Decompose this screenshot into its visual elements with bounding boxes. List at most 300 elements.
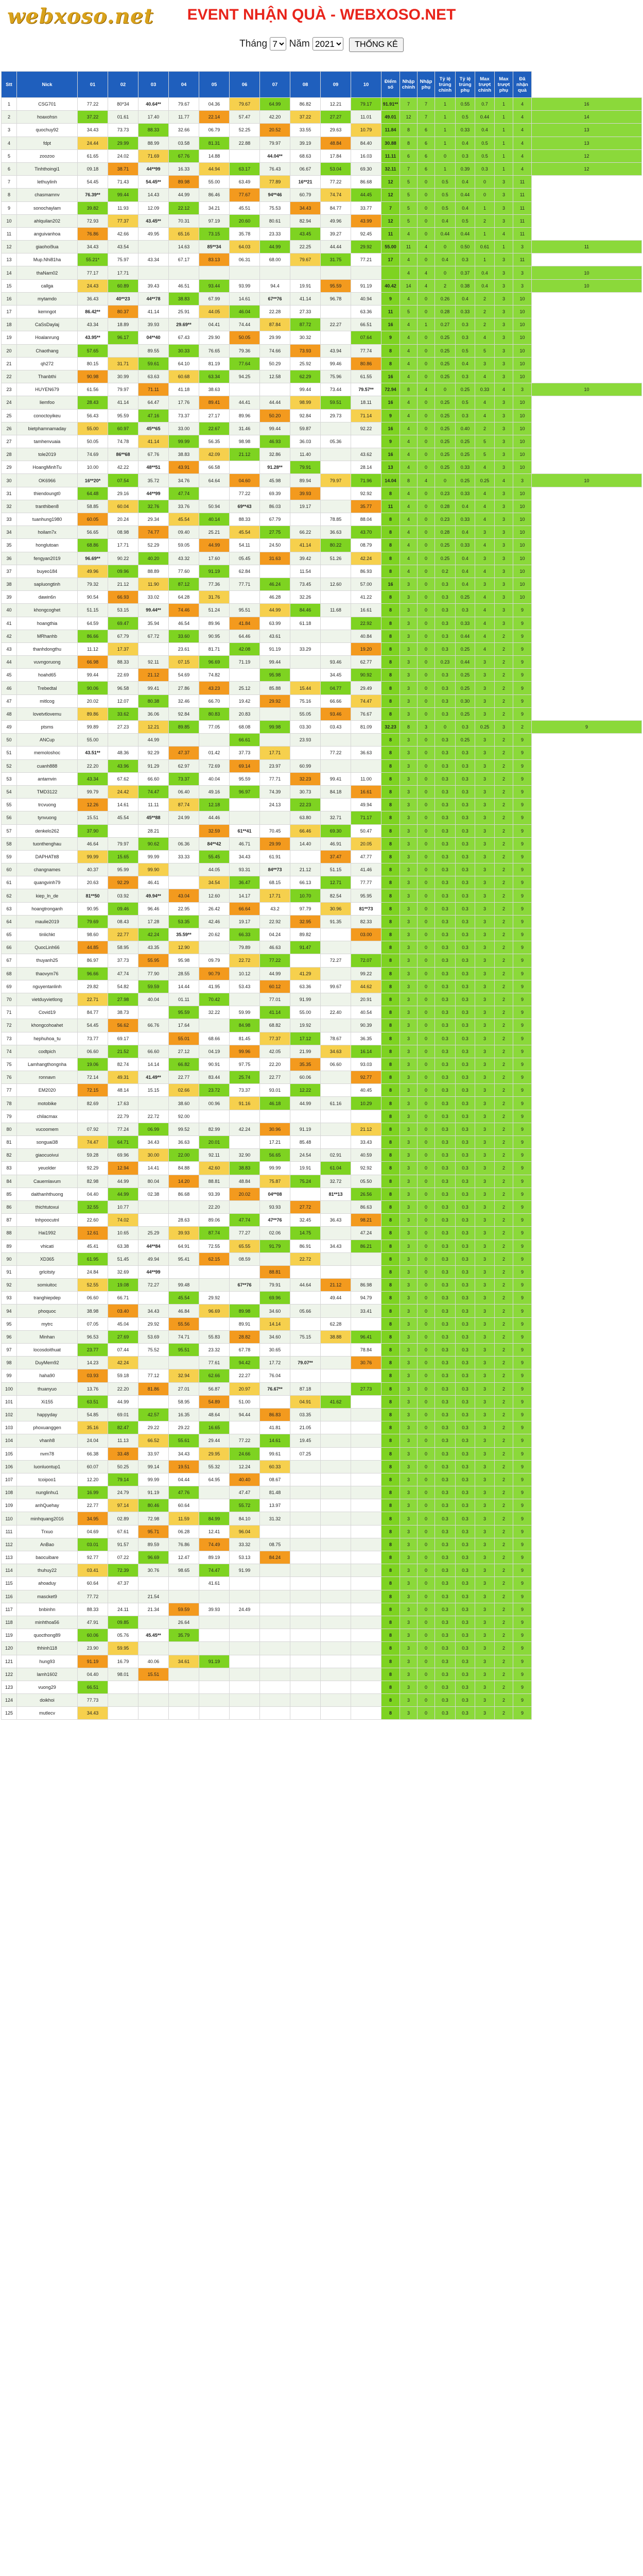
row-cell: 12.21 <box>138 721 169 734</box>
row-cell <box>321 1265 351 1278</box>
row-cell <box>199 1642 230 1655</box>
row-cell: 20.63 <box>78 876 108 889</box>
row-nick[interactable]: thaovym76 <box>17 967 78 980</box>
month-select[interactable] <box>270 37 286 50</box>
row-index: 117 <box>2 1603 17 1616</box>
row-cell: 36.63 <box>351 747 381 759</box>
row-cell <box>290 1499 321 1512</box>
row-nick[interactable]: mascket9 <box>17 1590 78 1603</box>
row-nick[interactable]: hoangthia <box>17 617 78 630</box>
table-row <box>2 1525 642 1538</box>
row-cell: 06.28 <box>169 1525 199 1538</box>
row-cell: 0 <box>418 1434 435 1447</box>
row-cell: 3 <box>495 318 513 331</box>
row-nick[interactable]: mytrc <box>17 1317 78 1330</box>
row-nick[interactable]: AnBao <box>17 1538 78 1551</box>
row-cell: 8 <box>381 824 400 837</box>
row-index: 125 <box>2 1707 17 1720</box>
row-nick[interactable]: ahoaduy <box>17 1577 78 1590</box>
row-cell: 0.3 <box>456 149 475 162</box>
row-nick[interactable]: buyeo184 <box>17 565 78 578</box>
row-nick[interactable]: codtpich <box>17 1045 78 1058</box>
row-nick[interactable]: Hoalanrung <box>17 331 78 344</box>
row-nick[interactable]: CaSsDaylaj <box>17 318 78 331</box>
column-header: Đã nhận quà <box>513 72 532 98</box>
row-cell: 99.79 <box>78 785 108 798</box>
table-row <box>2 694 642 707</box>
row-cell: 32.23 <box>290 772 321 785</box>
row-cell: 0.4 <box>456 565 475 578</box>
row-cell: 98.65 <box>169 1564 199 1577</box>
row-cell <box>321 993 351 1006</box>
row-index: 123 <box>2 1681 17 1693</box>
row-nick[interactable]: tuanhung1980 <box>17 513 78 526</box>
row-nick[interactable]: thanhdongthu <box>17 642 78 655</box>
row-cell <box>351 1577 381 1590</box>
row-nick[interactable]: vuvngoruong <box>17 656 78 669</box>
row-nick[interactable]: EM2020 <box>17 1084 78 1097</box>
row-cell: 99.67 <box>321 980 351 993</box>
row-nick[interactable]: thaNam02 <box>17 266 78 279</box>
row-nick[interactable]: thhinh118 <box>17 1642 78 1655</box>
row-cell: 73.45 <box>290 578 321 590</box>
row-nick[interactable]: grlcitsty <box>17 1265 78 1278</box>
row-nick[interactable]: tole2019 <box>17 448 78 461</box>
row-cell: 0.5 <box>456 396 475 409</box>
row-cell: 2 <box>495 1175 513 1188</box>
row-cell: 0.3 <box>435 669 456 682</box>
row-nick[interactable]: conoctoyikeu <box>17 409 78 422</box>
row-nick[interactable]: tranthiben8 <box>17 500 78 513</box>
row-nick[interactable]: Tinhthoingi1 <box>17 162 78 175</box>
row-cell: 76.86 <box>169 1538 199 1551</box>
row-cell <box>321 1603 351 1616</box>
row-index: 41 <box>2 617 17 630</box>
row-cell: 3 <box>495 500 513 513</box>
row-nick[interactable]: anhQuehay <box>17 1499 78 1512</box>
row-cell: 97.14 <box>108 1499 138 1512</box>
row-cell: 16 <box>381 448 400 461</box>
row-cell: 3 <box>400 902 418 915</box>
row-cell: 4 <box>513 162 532 175</box>
row-nick[interactable]: ptsms <box>17 721 78 734</box>
row-cell: 0.5 <box>435 176 456 189</box>
row-cell: 76.67 <box>351 707 381 720</box>
row-nick[interactable]: songuai38 <box>17 1136 78 1149</box>
row-cell: 0.5 <box>456 111 475 124</box>
row-nick[interactable]: luonluontup1 <box>17 1460 78 1473</box>
row-cell: 99.48 <box>169 1279 199 1292</box>
row-nick[interactable]: bnbinhn <box>17 1603 78 1616</box>
row-nick[interactable]: quochuy92 <box>17 124 78 137</box>
row-nick[interactable]: locosdoithuat <box>17 1344 78 1357</box>
table-row <box>2 435 642 448</box>
row-cell: 8 <box>381 1110 400 1123</box>
row-cell: 76.65 <box>199 344 230 357</box>
row-nick[interactable]: mutlecv <box>17 1707 78 1720</box>
table-row <box>2 292 642 305</box>
row-cell: 83.13 <box>199 253 230 266</box>
row-index: 24 <box>2 396 17 409</box>
row-nick[interactable]: lovetvtlovemu <box>17 707 78 720</box>
row-cell: 44.44 <box>321 241 351 253</box>
row-cell: 41.62 <box>321 1395 351 1408</box>
row-cell: 80.38 <box>138 694 169 707</box>
row-cell: 77.61 <box>199 1357 230 1369</box>
row-cell: 0 <box>418 1512 435 1525</box>
row-nick[interactable]: vucoomem <box>17 1123 78 1136</box>
row-nick[interactable]: Chaothang <box>17 344 78 357</box>
row-nick[interactable]: Hai1992 <box>17 1227 78 1240</box>
row-cell: 24.43 <box>78 279 108 292</box>
row-cell: 8 <box>381 1473 400 1486</box>
row-cell: 89.41 <box>199 396 230 409</box>
row-cell: 72.93 <box>78 214 108 227</box>
row-cell: 0 <box>418 201 435 214</box>
row-nick[interactable]: doikhoi <box>17 1694 78 1707</box>
row-cell: 66.13 <box>290 876 321 889</box>
column-header: Nhập phụ <box>418 72 435 98</box>
row-cell: 53.13 <box>230 1551 260 1564</box>
row-nick[interactable]: khongcohoahet <box>17 1019 78 1032</box>
row-cell: 02.66 <box>169 1084 199 1097</box>
row-cell: 4 <box>475 409 495 422</box>
row-nick[interactable]: QuocLinh66 <box>17 941 78 954</box>
table-row <box>2 1447 642 1460</box>
row-cell: 2 <box>495 630 513 642</box>
table-row <box>2 915 642 928</box>
row-cell: 3 <box>475 1019 495 1032</box>
row-nick[interactable]: thuyanh25 <box>17 954 78 967</box>
row-nick[interactable]: kemngot <box>17 306 78 318</box>
row-nick[interactable]: Mup.Nhi81ha <box>17 253 78 266</box>
row-cell: 0.3 <box>456 759 475 772</box>
row-nick[interactable]: happyday <box>17 1408 78 1421</box>
row-nick[interactable]: vuong29 <box>17 1681 78 1693</box>
row-nick[interactable]: thichtutoxui <box>17 1200 78 1213</box>
row-nick[interactable]: anguivanhoa <box>17 227 78 240</box>
row-cell: 96.78 <box>321 292 351 305</box>
row-nick[interactable]: vhicati <box>17 1240 78 1252</box>
row-nick[interactable]: giaohoi9ua <box>17 241 78 253</box>
row-nick[interactable]: Trebedtal <box>17 682 78 694</box>
row-nick[interactable]: sapluongtinh <box>17 578 78 590</box>
row-cell: 9 <box>513 1200 532 1213</box>
row-nick[interactable]: denkelo262 <box>17 824 78 837</box>
row-cell: 9 <box>513 617 532 630</box>
row-cell: 16 <box>381 422 400 435</box>
row-cell: 61**41 <box>230 824 260 837</box>
row-nick[interactable]: tinlichkt <box>17 928 78 941</box>
row-cell: 0.3 <box>435 1330 456 1343</box>
row-cell: 0.3 <box>435 747 456 759</box>
row-cell: 0.3 <box>456 1603 475 1616</box>
row-nick[interactable]: mitlcog <box>17 694 78 707</box>
row-cell <box>321 759 351 772</box>
row-nick[interactable]: tuonthenghau <box>17 837 78 850</box>
row-cell <box>169 1668 199 1681</box>
table-row <box>2 1512 642 1525</box>
stats-submit-button[interactable]: THỐNG KÊ <box>349 38 404 52</box>
row-nick[interactable]: vietduyvietlong <box>17 993 78 1006</box>
row-nick[interactable]: memoloshoc <box>17 747 78 759</box>
row-nick[interactable]: hoilam7x <box>17 526 78 539</box>
row-nick[interactable]: Covid19 <box>17 1006 78 1019</box>
row-cell: 44.46 <box>199 811 230 824</box>
row-nick[interactable]: Trxuo <box>17 1525 78 1538</box>
row-cell: 0.3 <box>435 682 456 694</box>
row-cell: 5 <box>400 306 418 318</box>
row-nick[interactable]: liemfoo <box>17 396 78 409</box>
row-nick[interactable]: nguyentanlinh <box>17 980 78 993</box>
row-nick[interactable]: OK6966 <box>17 474 78 487</box>
row-nick[interactable]: khongcoghet <box>17 604 78 617</box>
row-cell: 2 <box>495 1382 513 1395</box>
row-nick[interactable]: tnhpoocutnl <box>17 1214 78 1227</box>
table-row <box>2 383 642 396</box>
row-nick[interactable]: tcoipoo1 <box>17 1473 78 1486</box>
row-cell: 46.63 <box>260 941 290 954</box>
row-cell: 43.54 <box>108 241 138 253</box>
row-nick[interactable]: Lamhangthongnha <box>17 1058 78 1071</box>
row-cell: 8 <box>381 642 400 655</box>
row-nick[interactable]: minhquang2016 <box>17 1512 78 1525</box>
row-cell: 66.93 <box>108 591 138 604</box>
row-cell: 80.37 <box>108 306 138 318</box>
row-nick[interactable]: somiuitoc <box>17 1279 78 1292</box>
row-cell <box>199 1616 230 1629</box>
row-nick[interactable]: callga <box>17 279 78 292</box>
row-cell: 0.4 <box>456 201 475 214</box>
row-cell: 60.68 <box>169 370 199 383</box>
row-nick[interactable]: MRhanhb <box>17 630 78 642</box>
row-nick[interactable]: yeuolder <box>17 1162 78 1175</box>
row-nick[interactable]: TMD3122 <box>17 785 78 798</box>
row-nick[interactable]: cuanh888 <box>17 759 78 772</box>
row-cell: 73.77 <box>78 1032 108 1045</box>
row-nick[interactable]: honglutoan <box>17 539 78 552</box>
site-logo[interactable]: webxoso.net <box>7 4 154 28</box>
row-cell: 46.71 <box>230 837 260 850</box>
row-cell: 0.4 <box>456 137 475 149</box>
row-cell: 89.98 <box>230 1304 260 1317</box>
row-cell: 3 <box>475 1058 495 1071</box>
row-nick[interactable]: phoxuanggen <box>17 1421 78 1434</box>
row-nick[interactable]: thuhuy22 <box>17 1564 78 1577</box>
row-nick[interactable]: tynvuong <box>17 811 78 824</box>
row-cell: 3 <box>400 1175 418 1188</box>
row-nick[interactable]: Cauemlavum <box>17 1175 78 1188</box>
row-cell: 21.12 <box>138 669 169 682</box>
row-cell: 08.59 <box>230 1252 260 1265</box>
row-cell: 1 <box>495 241 513 253</box>
row-cell: 76.39** <box>78 189 108 201</box>
row-nick[interactable]: baocuibare <box>17 1551 78 1564</box>
row-cell: 12 <box>532 162 642 175</box>
row-nick[interactable]: ronnavn <box>17 1071 78 1084</box>
row-cell: 2 <box>495 1447 513 1460</box>
row-nick[interactable]: chilacmax <box>17 1110 78 1123</box>
row-cell: 8 <box>381 928 400 941</box>
row-nick[interactable]: thiendoungt0 <box>17 487 78 500</box>
row-cell: 68.82 <box>260 1019 290 1032</box>
row-cell <box>230 1655 260 1668</box>
row-cell: 0.3 <box>435 915 456 928</box>
row-nick[interactable]: ANCup <box>17 734 78 747</box>
row-cell <box>290 954 321 967</box>
row-cell: 47.47 <box>230 1486 260 1499</box>
row-cell: 32.66 <box>169 124 199 137</box>
row-nick[interactable]: trcvuong <box>17 799 78 811</box>
row-nick[interactable]: ahlquilan202 <box>17 214 78 227</box>
row-nick[interactable]: hephuhoa_tu <box>17 1032 78 1045</box>
row-nick[interactable]: hoangtronganh <box>17 902 78 915</box>
row-index: 65 <box>2 928 17 941</box>
row-cell <box>138 1694 169 1707</box>
row-cell: 0.3 <box>456 1551 475 1564</box>
row-nick[interactable]: chasmamnv <box>17 189 78 201</box>
row-cell: 69.30 <box>321 824 351 837</box>
row-nick[interactable]: mytamdo <box>17 292 78 305</box>
row-nick[interactable]: nvm78 <box>17 1447 78 1460</box>
row-cell: 27.12 <box>169 1045 199 1058</box>
row-cell: 12.07 <box>108 694 138 707</box>
row-nick[interactable]: CSG701 <box>17 98 78 111</box>
row-cell: 64.28 <box>169 591 199 604</box>
row-cell: 63.80 <box>290 811 321 824</box>
row-cell: 0 <box>418 176 435 189</box>
row-cell: 30.32 <box>290 331 321 344</box>
row-nick[interactable]: zoozoo <box>17 149 78 162</box>
row-cell: 32.59 <box>199 824 230 837</box>
row-nick[interactable]: Thanbthi <box>17 370 78 383</box>
row-cell: 43.95** <box>78 331 108 344</box>
row-nick[interactable]: bietphamnamaday <box>17 422 78 435</box>
row-nick[interactable]: lethuylinh <box>17 176 78 189</box>
row-cell: 3 <box>400 1045 418 1058</box>
row-nick[interactable]: vhanh8 <box>17 1434 78 1447</box>
row-nick[interactable]: DuyMem92 <box>17 1357 78 1369</box>
row-cell: 60.06 <box>290 1071 321 1084</box>
row-cell: 8 <box>381 1304 400 1317</box>
row-cell: 12.94 <box>108 1162 138 1175</box>
row-nick[interactable]: hoahd65 <box>17 669 78 682</box>
row-nick[interactable]: qh272 <box>17 357 78 370</box>
row-cell: 0 <box>418 1227 435 1240</box>
row-nick[interactable]: phoquoc <box>17 1304 78 1317</box>
row-nick[interactable]: Xi155 <box>17 1395 78 1408</box>
row-nick[interactable]: changnames <box>17 863 78 876</box>
row-nick[interactable]: nunglinhu1 <box>17 1486 78 1499</box>
row-cell: 82.98 <box>78 1175 108 1188</box>
row-nick[interactable]: XD365 <box>17 1252 78 1265</box>
row-cell: 12.47 <box>169 1551 199 1564</box>
row-nick[interactable]: fengyan2019 <box>17 552 78 565</box>
row-cell: 9 <box>513 1512 532 1525</box>
row-cell: 29.22 <box>138 1421 169 1434</box>
row-cell: 0.3 <box>456 941 475 954</box>
row-nick[interactable]: minhthoa56 <box>17 1616 78 1629</box>
row-cell <box>351 1395 381 1408</box>
row-cell: 8 <box>381 617 400 630</box>
row-nick[interactable]: DAPHATtt8 <box>17 850 78 863</box>
row-cell: 0.2 <box>435 565 456 578</box>
row-cell: 72.94 <box>381 383 400 396</box>
row-cell: 0.3 <box>456 1084 475 1097</box>
row-cell: 9 <box>381 331 400 344</box>
row-nick[interactable]: antamvin <box>17 772 78 785</box>
row-nick[interactable]: lamh1602 <box>17 1668 78 1681</box>
row-cell: 8 <box>381 1071 400 1084</box>
row-cell: 01.42 <box>199 747 230 759</box>
row-cell: 4 <box>418 241 435 253</box>
row-nick[interactable]: HUYEN679 <box>17 383 78 396</box>
row-cell: 2 <box>495 1344 513 1357</box>
row-cell: 23.72 <box>199 1084 230 1097</box>
row-cell: 3 <box>400 889 418 902</box>
row-cell: 0.3 <box>435 1486 456 1499</box>
row-nick[interactable]: tranghiepdep <box>17 1292 78 1304</box>
row-cell: 3 <box>475 772 495 785</box>
row-cell: 3 <box>475 1434 495 1447</box>
row-nick[interactable]: hoaxohsn <box>17 111 78 124</box>
row-index: 55 <box>2 799 17 811</box>
row-index: 20 <box>2 344 17 357</box>
row-cell: 29.69** <box>169 318 199 331</box>
row-cell: 99.52 <box>169 1123 199 1136</box>
row-nick[interactable]: Minhan <box>17 1330 78 1343</box>
row-nick[interactable]: tamhenvuaia <box>17 435 78 448</box>
row-nick[interactable]: giaocuoivui <box>17 1149 78 1162</box>
row-cell: 0.25 <box>435 344 456 357</box>
row-cell: 3 <box>475 1123 495 1136</box>
row-cell: 45.54 <box>108 811 138 824</box>
row-nick[interactable]: daithanhthuong <box>17 1188 78 1200</box>
row-cell: 0.3 <box>435 707 456 720</box>
row-cell: 0.23 <box>435 487 456 500</box>
row-nick[interactable]: kiep_ln_de <box>17 889 78 902</box>
row-nick[interactable]: maulie2019 <box>17 915 78 928</box>
row-nick[interactable]: dawin6n <box>17 591 78 604</box>
row-cell <box>230 1136 260 1149</box>
table-row <box>2 1279 642 1292</box>
row-nick[interactable]: quocthong89 <box>17 1629 78 1642</box>
row-cell: 3 <box>400 1214 418 1227</box>
row-cell: 2 <box>495 993 513 1006</box>
row-cell: 05.66 <box>290 1304 321 1317</box>
row-nick[interactable]: thuanyuo <box>17 1382 78 1395</box>
row-cell <box>199 1486 230 1499</box>
row-nick[interactable]: sonochaylam <box>17 201 78 214</box>
year-select[interactable] <box>312 37 343 50</box>
column-header: 01 <box>78 72 108 98</box>
row-nick[interactable]: haha90 <box>17 1369 78 1382</box>
row-cell: 0.3 <box>435 1434 456 1447</box>
row-cell: 77.22 <box>260 954 290 967</box>
row-nick[interactable]: quangvinh79 <box>17 876 78 889</box>
row-nick[interactable]: HoangMinhTu <box>17 461 78 474</box>
row-cell: 9 <box>513 1642 532 1655</box>
row-cell: 06.67 <box>290 162 321 175</box>
row-cell: 40.37 <box>78 863 108 876</box>
row-nick[interactable]: fdpt <box>17 137 78 149</box>
row-nick[interactable]: motobike <box>17 1097 78 1110</box>
row-cell: 71.19 <box>230 656 260 669</box>
row-index: 90 <box>2 1252 17 1265</box>
row-cell <box>351 1668 381 1681</box>
row-nick[interactable]: hung93 <box>17 1655 78 1668</box>
row-cell: 0.33 <box>475 383 495 396</box>
